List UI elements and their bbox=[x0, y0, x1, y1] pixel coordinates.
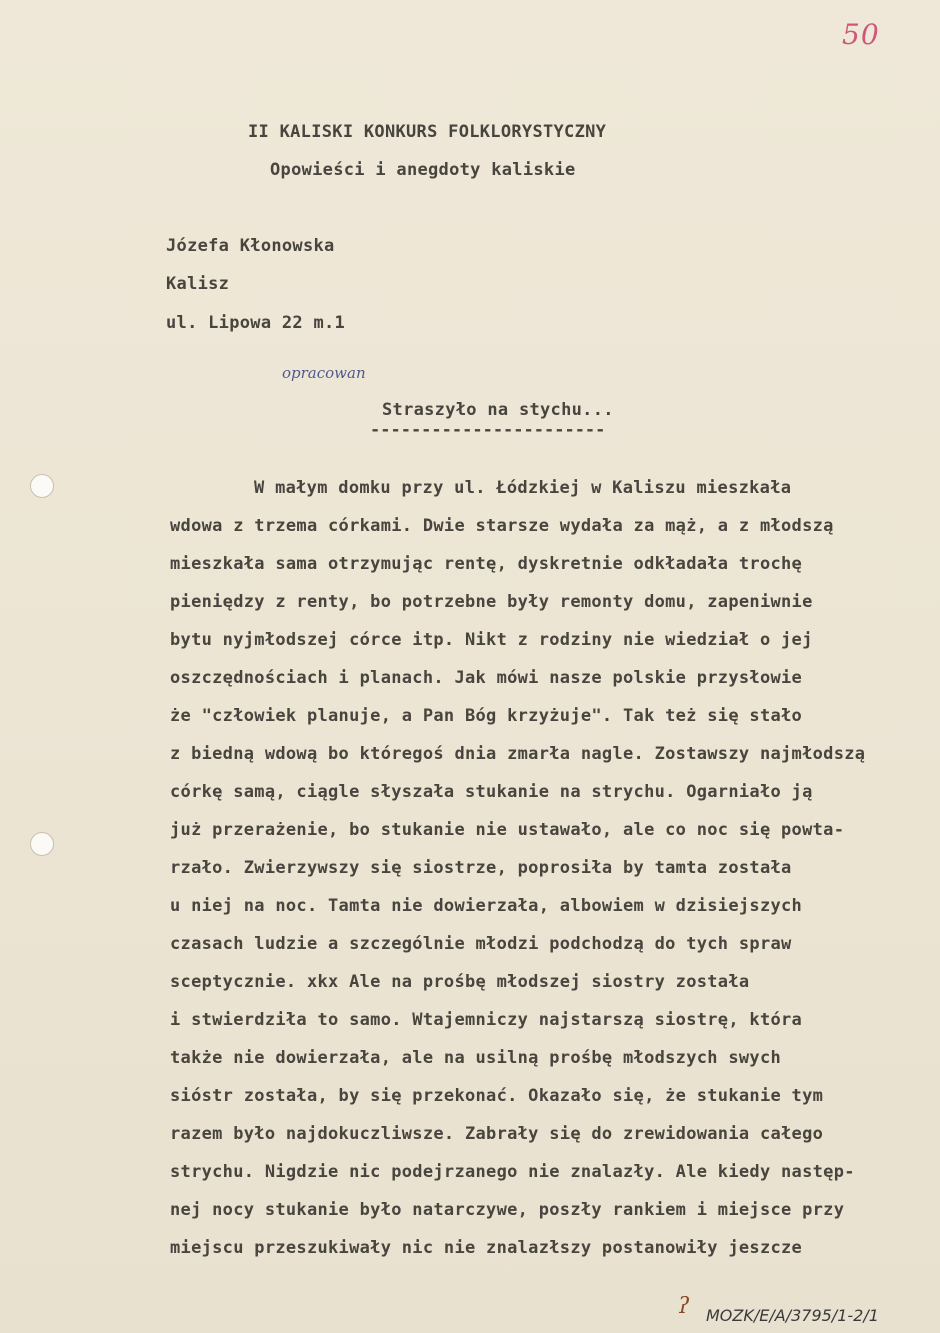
header-subtitle: Opowieści i anegdoty kaliskie bbox=[270, 160, 576, 180]
body-line: u niej na noc. Tamta nie dowierzała, albowiem w dzisiejszych bbox=[170, 896, 803, 916]
body-line: razem było najdokuczliwsze. Zabrały się do zrewidowania całego bbox=[170, 1124, 824, 1144]
body-line: że "człowiek planuje, a Pan Bóg krzyżuje". Tak też się stało bbox=[170, 706, 803, 726]
story-title: Straszyło na stychu... bbox=[382, 400, 614, 420]
body-line: nej nocy stukanie było natarczywe, poszły rankiem i miejsce przy bbox=[170, 1200, 845, 1220]
body-line: bytu nyjmłodszej córce itp. Nikt z rodziny nie wiedział o jej bbox=[170, 630, 813, 650]
body-line: rzało. Zwierzywszy się siostrze, poprosiła by tamta została bbox=[170, 858, 792, 878]
body-line: mieszkała sama otrzymując rentę, dyskretnie odkładała trochę bbox=[170, 554, 803, 574]
body-line: córkę samą, ciągle słyszała stukanie na strychu. Ogarniało ją bbox=[170, 782, 813, 802]
body-line: miejscu przeszukiwały nic nie znalazłszy postanowiły jeszcze bbox=[170, 1238, 803, 1258]
author-address: ul. Lipowa 22 m.1 bbox=[166, 313, 346, 333]
body-line: W małym domku przy ul. Łódzkiej w Kaliszu mieszkała bbox=[254, 478, 792, 498]
archive-signature: MOZK/E/A/3795/1-2/1 bbox=[706, 1306, 879, 1325]
archive-mark-icon: ʔ bbox=[678, 1294, 690, 1319]
handwritten-note: opracowan bbox=[282, 364, 366, 382]
punch-hole bbox=[30, 474, 54, 498]
page-number: 50 bbox=[842, 18, 880, 51]
body-line: czasach ludzie a szczególnie młodzi podchodzą do tych spraw bbox=[170, 934, 792, 954]
story-title-underline: ----------------------- bbox=[370, 420, 606, 440]
author-name: Józefa Kłonowska bbox=[166, 236, 335, 256]
punch-hole bbox=[30, 832, 54, 856]
body-line: już przerażenie, bo stukanie nie ustawało, ale co noc się powta- bbox=[170, 820, 845, 840]
body-line: także nie dowierzała, ale na usilną prośbę młodszych swych bbox=[170, 1048, 782, 1068]
body-line: i stwierdziła to samo. Wtajemniczy najstarszą siostrę, która bbox=[170, 1010, 803, 1030]
header-title: II KALISKI KONKURS FOLKLORYSTYCZNY bbox=[248, 122, 607, 142]
body-line: strychu. Nigdzie nic podejrzanego nie znalazły. Ale kiedy następ- bbox=[170, 1162, 855, 1182]
body-line: wdowa z trzema córkami. Dwie starsze wydała za mąż, a z młodszą bbox=[170, 516, 834, 536]
body-line: sióstr została, by się przekonać. Okazało się, że stukanie tym bbox=[170, 1086, 824, 1106]
author-city: Kalisz bbox=[166, 274, 230, 294]
body-line: oszczędnościach i planach. Jak mówi nasze polskie przysłowie bbox=[170, 668, 803, 688]
body-line: sceptycznie. xkx Ale na prośbę młodszej siostry została bbox=[170, 972, 750, 992]
body-line: z biedną wdową bo któregoś dnia zmarła nagle. Zostawszy najmłodszą bbox=[170, 744, 866, 764]
body-line: pieniędzy z renty, bo potrzebne były remonty domu, zapeniwnie bbox=[170, 592, 813, 612]
